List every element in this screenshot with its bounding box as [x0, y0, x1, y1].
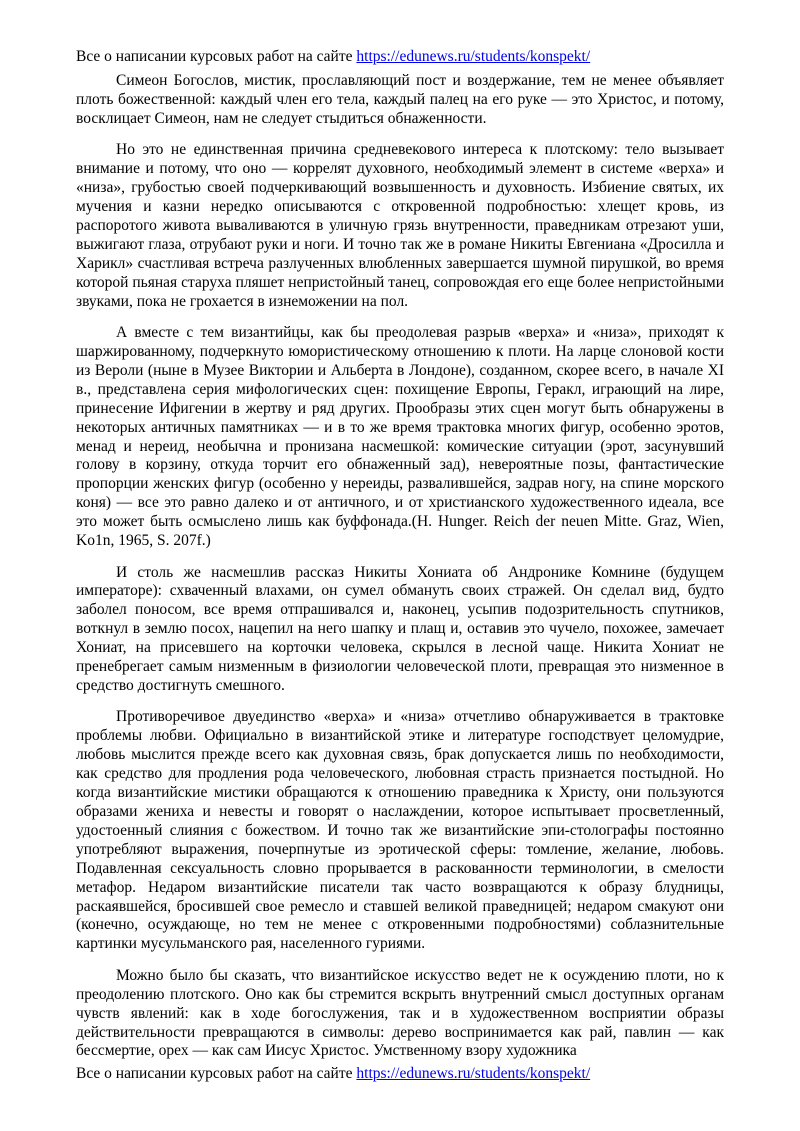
paragraph-3: А вместе с тем византийцы, как бы преодолевая разрыв «верха» и «низа», приходят к шаржированному, подчеркнуто юмористическому отношению к плоти. На ларце слоновой кости из Вероли (ныне в Музее Виктории и Альберта в Лондоне), созданном, скорее всего, в начале XI в., представлена серия мифологических сцен: похищение Европы, Геракл, играющий на лире, принесение Ифигении в жертву и ряд других. Прообразы этих сцен могут быть обнаружены в некоторых античных памятниках — и в то же время трактовка многих фигур, особенно эротов, менад и нереид, необычна и пронизана насмешкой: комические ситуации (эрот, засунувший голову в корзину, откуда торчит его обнаженный зад), невероятные позы, фантастические пропорции женских фигур (особенно у нереиды, развалившейся, задрав ногу, на спине морского коня) — все это равно далеко и от античного, и от христианского художественного идеала, все это может быть осмыслено лишь как буффонада.(H. Hunger. Reich der neuen Mitte. Graz, Wien, Ko1n, 1965, S. 207f.) [76, 324, 724, 550]
page-header [76, 47, 726, 67]
footer-link[interactable]: https://edunews.ru/students/konspekt/ [356, 1065, 591, 1082]
paragraph-1: Симеон Богослов, мистик, прославляющий пост и воздержание, тем не менее объявляет плоть божественной: каждый член его тела, каждый палец на его руке — это Христос, и потому, восклицает Симеон, нам не следует стыдиться обнаженности. [76, 72, 724, 127]
header-text: Все о написании курсовых работ на сайте [76, 48, 357, 65]
document-body [76, 72, 724, 1060]
paragraph-5: Противоречивое двуединство «верха» и «низа» отчетливо обнаруживается в трактовке проблемы любви. Официально в византийской этике и литературе господствует целомудрие, любовь мыслится прежде всего как духовная связь, брак допускается лишь по необходимости, как средство для продления рода человеческого, любовная страсть признается постыдной. Но когда византийские мистики обращаются к отношению праведника к Христу, они пользуются образами жениха и невесты и говорят о наслаждении, которое испытывает просветленный, удостоенный слияния с божеством. И точно так же византийские эпи-столографы постоянно употребляют выражения, почерпнутые из эротической сферы: томление, желание, любовь. Подавленная сексуальность словно прорывается в раскованности терминологии, в смелости метафор. Недаром византийские писатели так часто возвращаются к образу блудницы, раскаявшейся, бросившей свое ремесло и ставшей великой праведницей; недаром смакуют они (конечно, осуждающе, но тем не менее с откровенными подробностями) соблазнительные картинки мусульманского рая, населенного гуриями. [76, 708, 724, 953]
paragraph-4: И столь же насмешлив рассказ Никиты Хониата об Андронике Комнине (будущем императоре): схваченный влахами, он сумел обмануть своих стражей. Он сделал вид, будто заболел поносом, все время отпрашивался и, наконец, усыпив подозрительность спутников, воткнул в землю посох, нацепил на него шапку и плащ и, оставив это чучело, похожее, замечает Хониат, на присевшего на корточки человека, скрылся в лесной чаще. Никита Хониат не пренебрегает самым низменным в физиологии человеческой плоти, превращая это низменное в средство достигнуть смешного. [76, 563, 724, 694]
footer-text: Все о написании курсовых работ на сайте [76, 1065, 357, 1082]
paragraph-2: Но это не единственная причина средневекового интереса к плотскому: тело вызывает внимание и потому, что оно — коррелят духовного, необходимый элемент в системе «верха» и «низа», грубостью своей подчеркивающий возвышенность и духовность. Избиение святых, их мучения и казни нередко описываются с откровенной подробностью: хлещет кровь, из распоротого живота вываливаются в уличную грязь внутренности, праведникам отрезают уши, выжигают глаза, отрубают руки и ноги. И точно так же в романе Никиты Евгениана «Дросилла и Харикл» счастливая встреча разлученных влюбленных завершается шумной пирушкой, во время которой пьяная старуха пляшет непристойный танец, сопровождая его еще более непристойными звуками, пока не грохается в изнеможении на пол. [76, 141, 724, 310]
page-footer [76, 1064, 726, 1084]
header-link[interactable]: https://edunews.ru/students/konspekt/ [356, 48, 591, 65]
paragraph-6: Можно было бы сказать, что византийское искусство ведет не к осуждению плоти, но к преодолению плотского. Оно как бы стремится вскрыть внутренний смысл доступных органам чувств явлений: как в ходе богослужения, так и в художественном восприятии образы действительности превращаются в символы: дерево воспринимается как рай, павлин — как бессмертие, орех — как сам Иисус Христос. Умственному взору художника [76, 966, 724, 1060]
